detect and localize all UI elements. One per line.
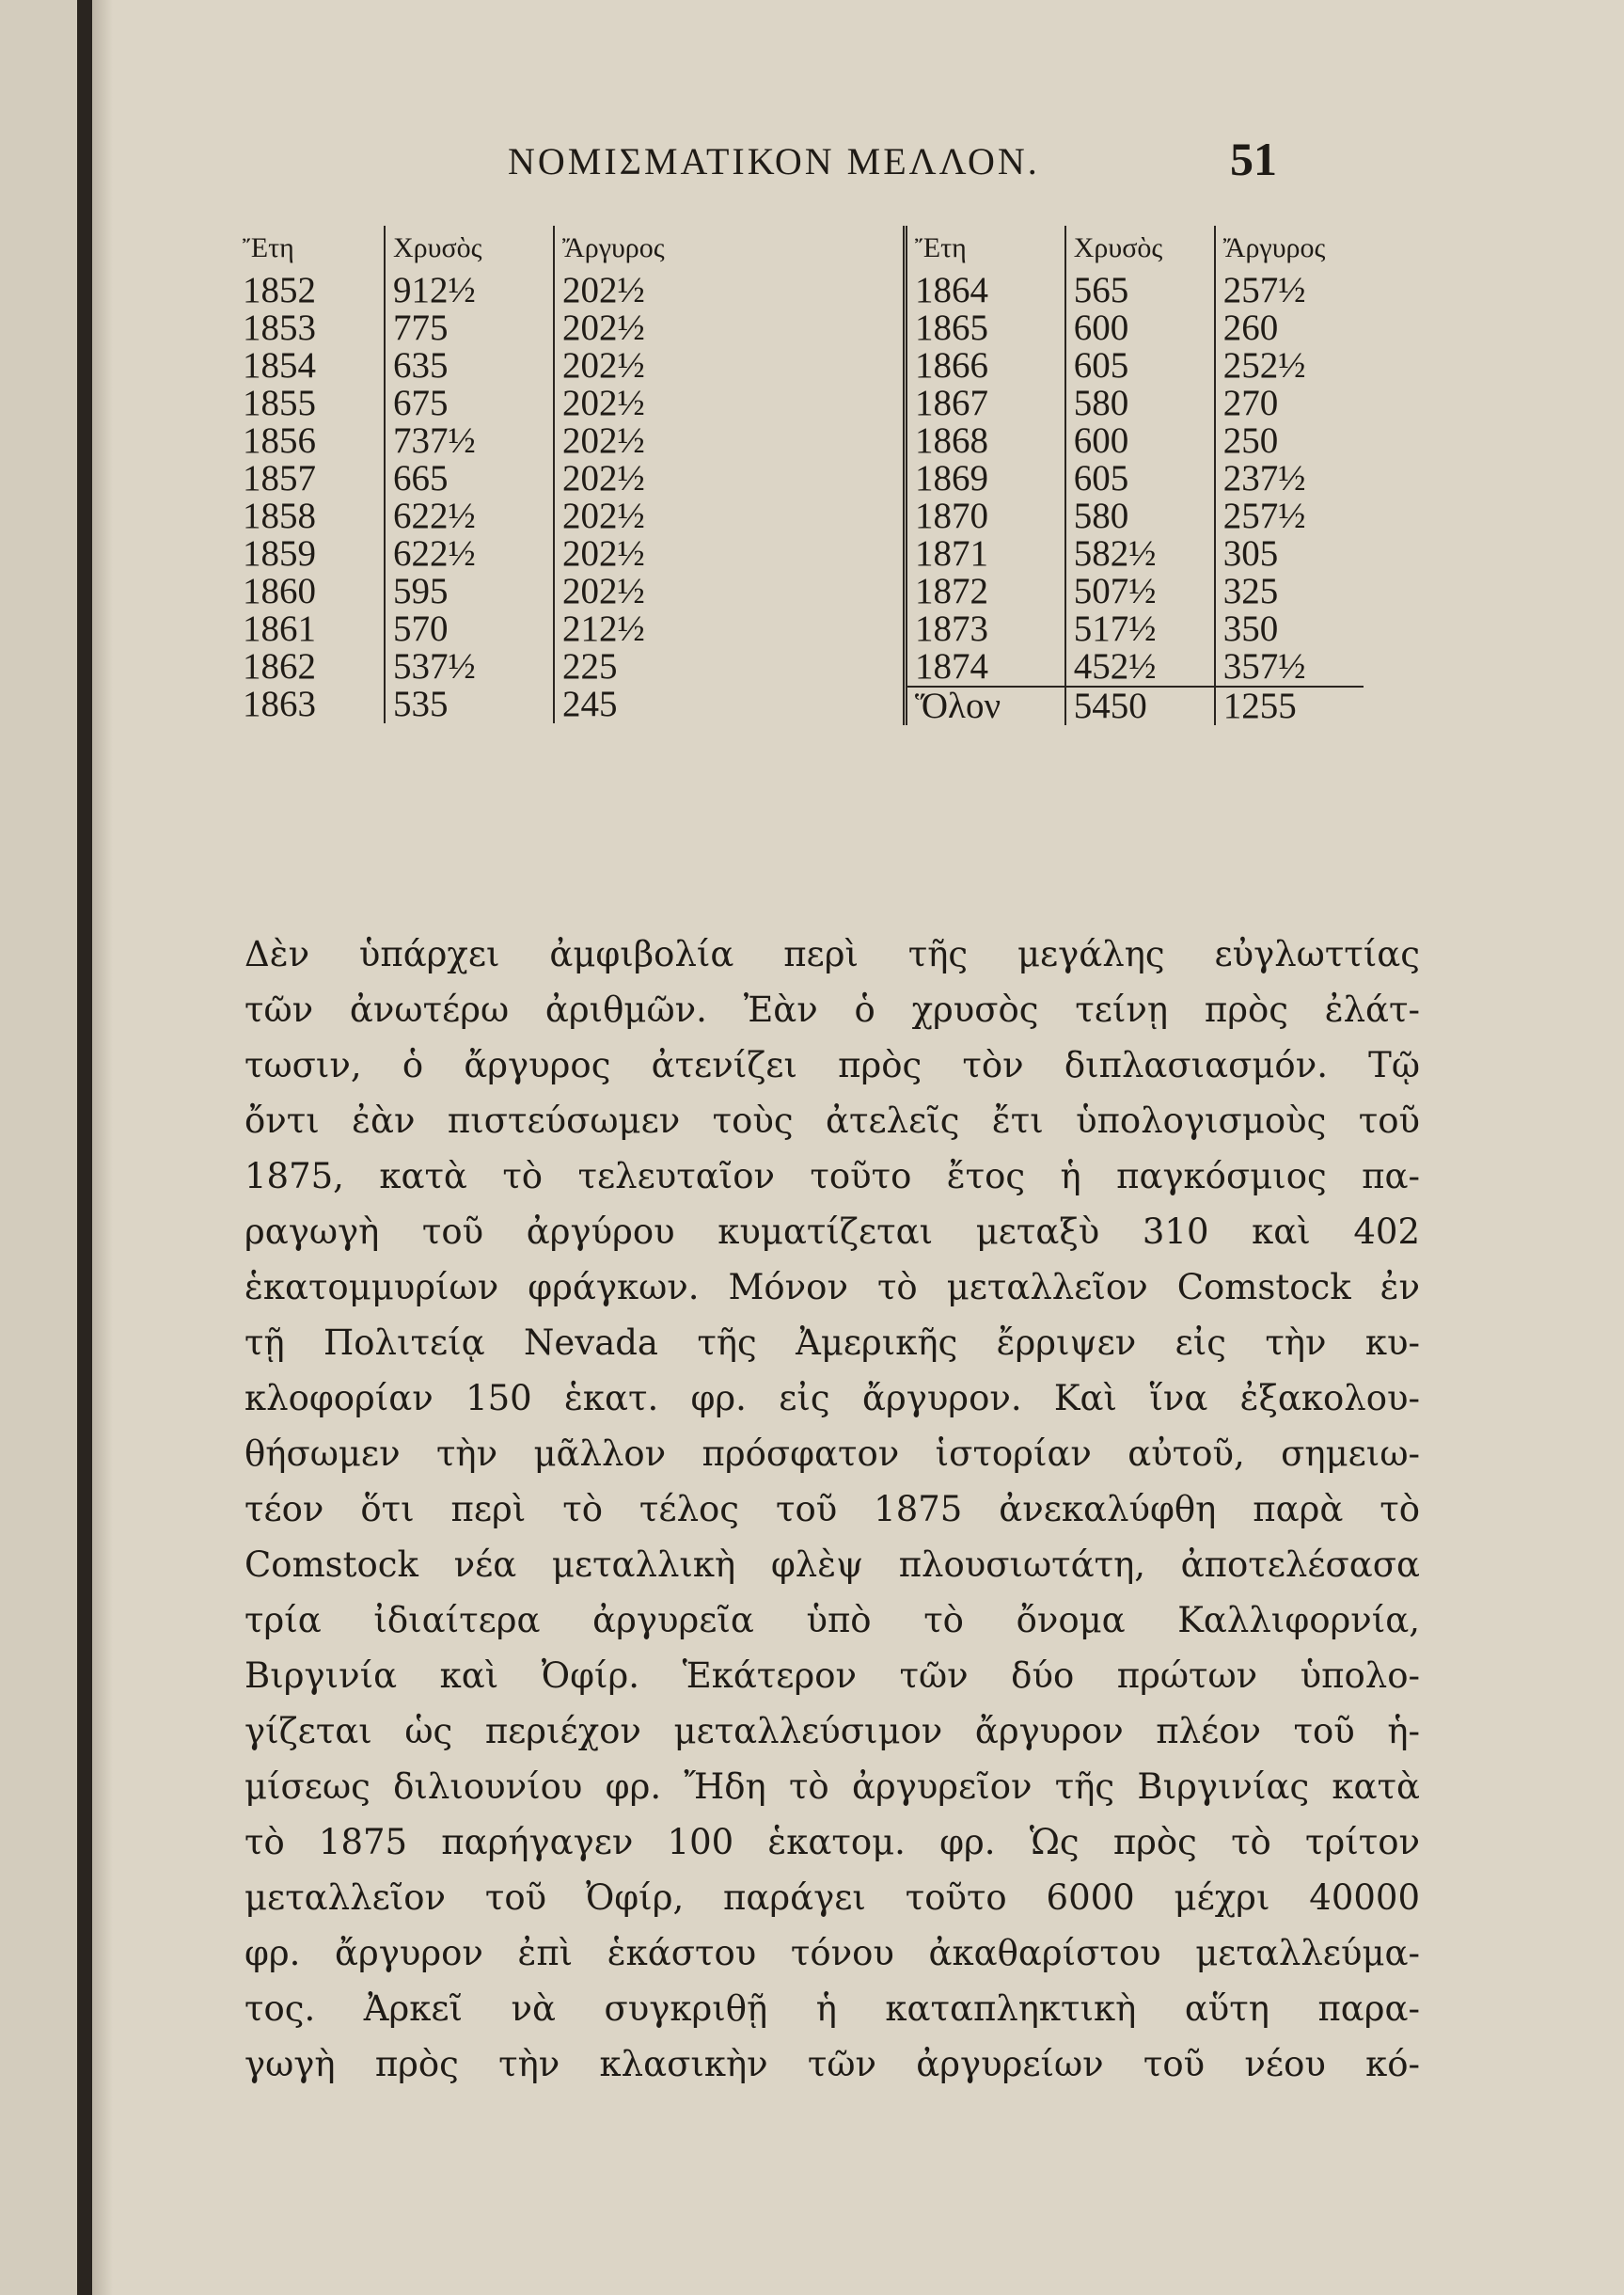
table-row [906,309,1364,347]
table-body-right [906,272,1364,688]
cell-silver: 305 [1215,535,1364,573]
header-gold: Χρυσὸς [1065,226,1215,272]
cell-year: 1858 [243,496,316,536]
cell-gold: 570 [385,610,554,648]
cell-year: 1869 [915,458,988,499]
table-row [906,347,1364,385]
cell-gold: 507½ [1065,573,1215,610]
table-row [906,535,1364,573]
cell-year: 1852 [243,270,316,310]
table-row [235,573,732,610]
cell-year: 1871 [915,533,988,574]
text-line: γίζεται ὡς περιέχον μεταλλεύσιμον ἄργυρον πλέον τοῦ ἡ- [244,1711,1420,1751]
table-row [235,648,732,686]
page-number: 51 [1230,133,1277,185]
cell-gold: 600 [1065,422,1215,460]
cell-gold: 605 [1065,347,1215,385]
cell-year: 1868 [915,420,988,461]
text-line: μίσεως διλιουνίου φρ. Ἤδη τὸ ἀργυρεῖον τῆς Βιργινίας κατὰ [244,1766,1420,1807]
cell-year: 1872 [915,571,988,611]
cell-year: 1857 [243,458,316,499]
text-line: τῶν ἀνωτέρω ἀριθμῶν. Ἐὰν ὁ χρυσὸς τείνῃ πρὸς ἐλάτ- [244,989,1420,1030]
cell-gold: 595 [385,573,554,610]
header-silver: Ἄργυρος [1215,226,1364,272]
cell-silver: 202½ [554,422,732,460]
production-table-right [903,226,1364,725]
book-spine-shadow [77,0,92,2295]
cell-gold: 775 [385,309,554,347]
cell-year: 1862 [243,646,316,687]
text-line: τὸ 1875 παρήγαγεν 100 ἑκατομ. φρ. Ὡς πρὸς τὸ τρίτον [244,1822,1420,1862]
table-row [235,498,732,535]
header-year: Ἔτη [243,232,294,263]
cell-year: 1870 [915,496,988,536]
total-label: Ὅλον [906,687,1065,725]
table-row [235,460,732,498]
table-row [906,272,1364,310]
table-row [235,272,732,310]
text-line: Comstock νέα μεταλλικὴ φλὲψ πλουσιωτάτη, ἀποτελέσασα [244,1544,1420,1585]
text-line: ἑκατομμυρίων φράγκων. Μόνον τὸ μεταλλεῖον Comstock ἐν [244,1267,1420,1307]
table-row [906,460,1364,498]
cell-silver: 202½ [554,272,732,310]
cell-gold: 737½ [385,422,554,460]
cell-silver: 202½ [554,573,732,610]
text-line: τος. Ἀρκεῖ νὰ συγκριθῇ ἡ καταπληκτικὴ αὕτη παρα- [244,1988,1420,2029]
table-row [906,610,1364,648]
running-head [113,132,1624,188]
cell-silver: 257½ [1215,272,1364,310]
cell-silver: 202½ [554,498,732,535]
cell-silver: 257½ [1215,498,1364,535]
cell-silver: 212½ [554,610,732,648]
cell-year: 1856 [243,420,316,461]
cell-gold: 622½ [385,498,554,535]
cell-silver: 350 [1215,610,1364,648]
table-row [235,610,732,648]
cell-silver: 270 [1215,385,1364,422]
text-line: θήσωμεν τὴν μᾶλλον πρόσφατον ἱστορίαν αὐτοῦ, σημειω- [244,1433,1420,1474]
cell-year: 1853 [243,308,316,348]
cell-gold: 452½ [1065,648,1215,687]
text-line: τῇ Πολιτείᾳ Nevada τῆς Ἀμερικῆς ἔρριψεν εἰς τὴν κυ- [244,1322,1420,1363]
cell-year: 1873 [915,609,988,649]
cell-gold: 580 [1065,385,1215,422]
cell-year: 1864 [915,270,988,310]
cell-year: 1874 [915,646,988,687]
cell-year: 1859 [243,533,316,574]
text-line: τωσιν, ὁ ἄργυρος ἀτενίζει πρὸς τὸν διπλασιασμόν. Τῷ [244,1045,1420,1085]
total-silver: 1255 [1215,687,1364,725]
table-row [906,385,1364,422]
table-row [906,648,1364,687]
cell-silver: 237½ [1215,460,1364,498]
cell-year: 1854 [243,345,316,386]
cell-gold: 580 [1065,498,1215,535]
table-row [235,309,732,347]
text-line: ὄντι ἐὰν πιστεύσωμεν τοὺς ἀτελεῖς ἔτι ὑπολογισμοὺς τοῦ [244,1100,1420,1141]
cell-year: 1863 [243,684,316,724]
cell-year: 1867 [915,383,988,423]
table-row [235,686,732,723]
body-paragraph [244,926,1420,2092]
total-gold: 5450 [1065,687,1215,725]
production-tables [235,226,1364,884]
table-row [235,535,732,573]
total-row [906,687,1364,725]
cell-gold: 665 [385,460,554,498]
text-line: γωγὴ πρὸς τὴν κλασικὴν τῶν ἀργυρείων τοῦ νέου κό- [244,2044,1420,2084]
text-line: τέον ὅτι περὶ τὸ τέλος τοῦ 1875 ἀνεκαλύφθη παρὰ τὸ [244,1489,1420,1529]
cell-year: 1860 [243,571,316,611]
table-row [235,422,732,460]
cell-gold: 517½ [1065,610,1215,648]
table-header-row [906,226,1364,272]
cell-gold: 535 [385,686,554,723]
cell-year: 1861 [243,609,316,649]
cell-gold: 537½ [385,648,554,686]
cell-silver: 325 [1215,573,1364,610]
cell-gold: 605 [1065,460,1215,498]
cell-gold: 635 [385,347,554,385]
table-row [235,347,732,385]
cell-gold: 582½ [1065,535,1215,573]
cell-silver: 252½ [1215,347,1364,385]
text-line: Δὲν ὑπάρχει ἀμφιβολία περὶ τῆς μεγάλης εὐγλωττίας [244,934,1420,974]
table-row [906,573,1364,610]
cell-silver: 225 [554,648,732,686]
cell-silver: 250 [1215,422,1364,460]
cell-silver: 357½ [1215,648,1364,687]
header-silver: Ἄργυρος [554,226,732,272]
cell-gold: 622½ [385,535,554,573]
cell-silver: 202½ [554,347,732,385]
text-line: ραγωγὴ τοῦ ἀργύρου κυματίζεται μεταξὺ 310 καὶ 402 [244,1211,1420,1252]
binding-margin [0,0,85,2295]
cell-year: 1865 [915,308,988,348]
production-table-left [235,226,732,723]
text-line: κλοφορίαν 150 ἑκατ. φρ. εἰς ἄργυρον. Καὶ ἵνα ἐξακολου- [244,1378,1420,1418]
table-body-left [235,272,732,724]
cell-gold: 565 [1065,272,1215,310]
book-page [113,0,1624,2295]
cell-silver: 202½ [554,460,732,498]
cell-silver: 245 [554,686,732,723]
cell-silver: 202½ [554,535,732,573]
cell-silver: 202½ [554,385,732,422]
text-line: μεταλλεῖον τοῦ Ὀφίρ, παράγει τοῦτο 6000 μέχρι 40000 [244,1877,1420,1918]
cell-gold: 912½ [385,272,554,310]
table-row [906,498,1364,535]
text-line: φρ. ἄργυρον ἐπὶ ἑκάστου τόνου ἀκαθαρίστου μεταλλεύμα- [244,1933,1420,1973]
running-title: ΝΟΜΙΣΜΑΤΙΚΟΝ ΜΕΛΛΟΝ. [508,140,1040,182]
gutter-shading [92,0,113,2295]
cell-year: 1855 [243,383,316,423]
cell-year: 1866 [915,345,988,386]
header-year: Ἔτη [915,232,967,263]
table-row [906,422,1364,460]
table-header-row [235,226,732,272]
text-line: 1875, κατὰ τὸ τελευταῖον τοῦτο ἔτος ἡ παγκόσμιος πα- [244,1156,1420,1196]
text-line: Βιργινία καὶ Ὀφίρ. Ἑκάτερον τῶν δύο πρώτων ὑπολο- [244,1655,1420,1696]
cell-silver: 202½ [554,309,732,347]
header-gold: Χρυσὸς [385,226,554,272]
cell-silver: 260 [1215,309,1364,347]
cell-gold: 600 [1065,309,1215,347]
cell-gold: 675 [385,385,554,422]
table-row [235,385,732,422]
text-line: τρία ἰδιαίτερα ἀργυρεῖα ὑπὸ τὸ ὄνομα Καλλιφορνία, [244,1600,1420,1640]
